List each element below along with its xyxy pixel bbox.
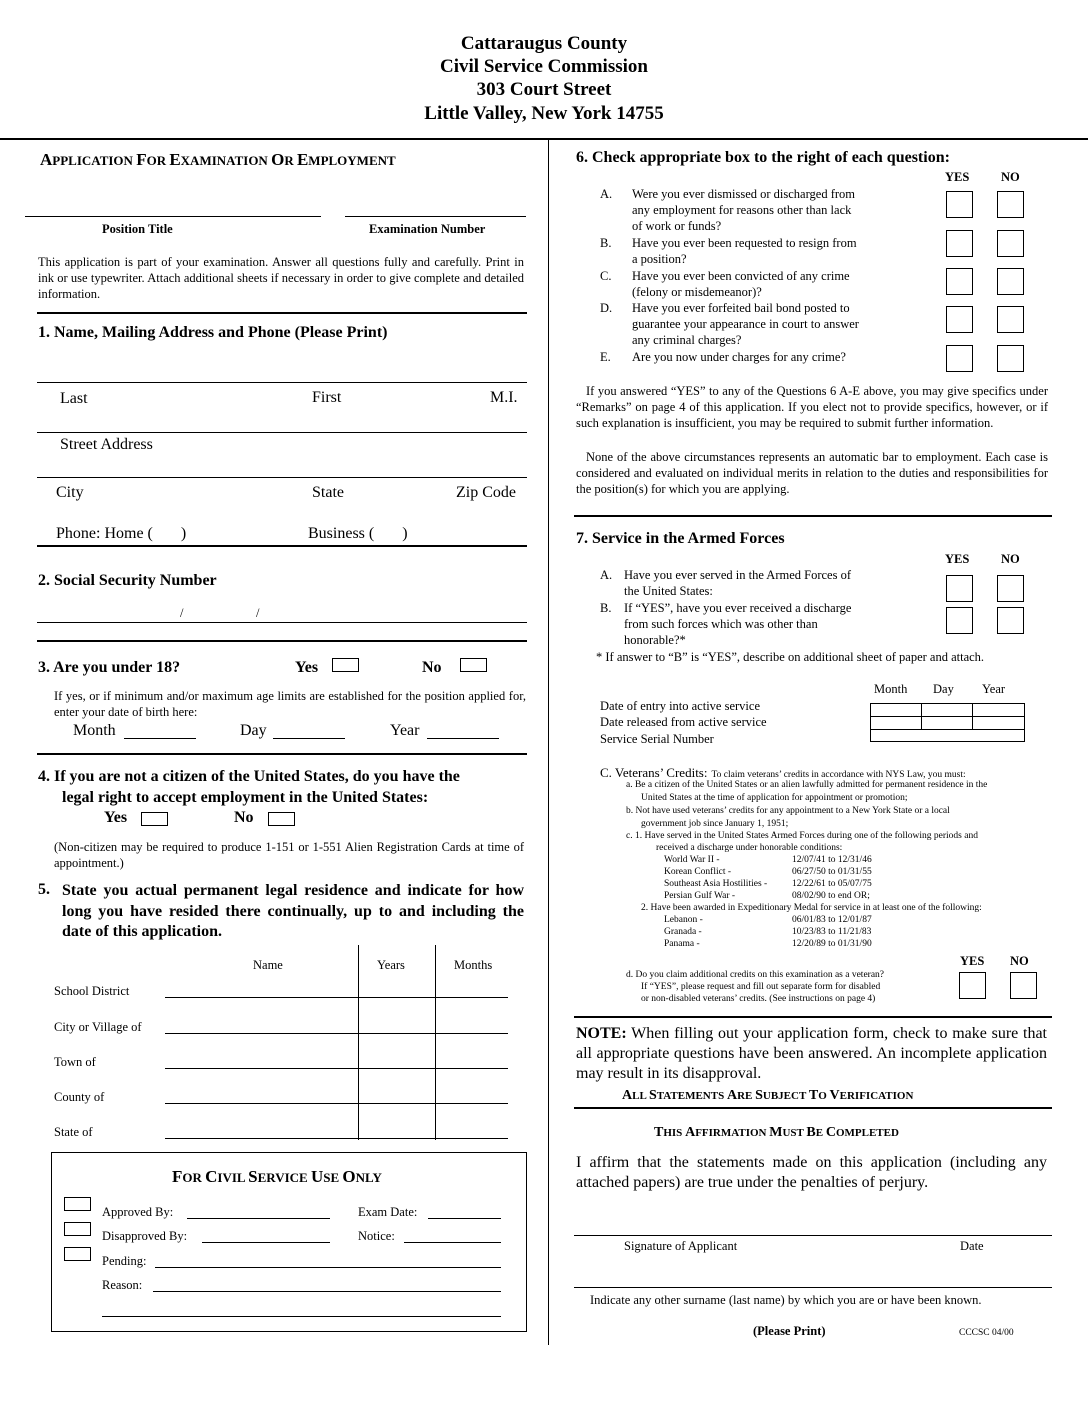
exam-date-line[interactable]	[428, 1218, 501, 1219]
name-line[interactable]	[37, 382, 527, 383]
s6-d-yes-checkbox[interactable]	[946, 306, 973, 333]
s7-a-yes-checkbox[interactable]	[946, 575, 973, 602]
dob-month-label: Month	[73, 722, 116, 739]
dob-day-line[interactable]	[273, 738, 345, 739]
approved-label: Approved By:	[102, 1205, 174, 1219]
s6-e-letter: E.	[600, 350, 611, 364]
first-label: First	[312, 389, 342, 406]
signature-label: Signature of Applicant	[624, 1239, 738, 1253]
s6-c-no-checkbox[interactable]	[997, 268, 1024, 295]
s6-d-text-1: Have you ever forfeited bail bond posted to	[632, 301, 850, 315]
zip-label: Zip Code	[456, 484, 516, 501]
s7-b-text-3: honorable?*	[624, 633, 686, 647]
form-title: APPLICATION FOR EXAMINATION OR EMPLOYMENT	[40, 150, 396, 169]
street-label: Street Address	[60, 436, 153, 453]
reason-label: Reason:	[102, 1278, 143, 1292]
service-table-row-2	[870, 729, 1025, 730]
medal-name-2: Granada -	[664, 927, 702, 937]
pending-line[interactable]	[155, 1267, 501, 1268]
s6-b-text-1: Have you ever been requested to resign from	[632, 236, 857, 250]
signature-line[interactable]	[574, 1235, 1052, 1236]
disapproved-label: Disapproved By:	[102, 1229, 188, 1243]
examination-number-line[interactable]	[345, 216, 526, 217]
approved-line[interactable]	[187, 1218, 330, 1219]
verification-banner: ALL STATEMENTS ARE SUBJECT TO VERIFICATION	[622, 1088, 914, 1103]
section-rule-6	[574, 515, 1052, 517]
medal-dates-1: 06/01/83 to 12/01/87	[792, 915, 872, 925]
pending-label: Pending:	[102, 1254, 147, 1268]
medal-name-1: Lebanon -	[664, 915, 703, 925]
vc-b-1: b. Not have used veterans’ credits for any appointment to a New York State or a local	[626, 806, 950, 816]
affirmation-text: I affirm that the statements made on this application (including any attached papers) are true under the penalties of perjury.	[576, 1154, 1047, 1191]
s7-b-no-checkbox[interactable]	[997, 607, 1024, 634]
s4-note: (Non-citizen may be required to produce 1-151 or 1-551 Alien Registration Cards at time of appointment.)	[54, 840, 524, 870]
header-line-3: 303 Court Street	[476, 79, 612, 100]
pending-checkbox[interactable]	[64, 1247, 91, 1261]
service-dates-table[interactable]	[870, 703, 1025, 742]
disapproved-checkbox[interactable]	[64, 1222, 91, 1236]
period-dates-1: 12/07/41 to 12/31/46	[792, 855, 872, 865]
s5-row-town: Town of	[54, 1055, 96, 1069]
vc-c-2: received a discharge under honorable conditions:	[656, 843, 843, 853]
period-dates-4: 08/02/90 to end OR;	[792, 891, 870, 901]
s7-a-no-checkbox[interactable]	[997, 575, 1024, 602]
exam-date-label: Exam Date:	[358, 1205, 418, 1219]
s7-no-header: NO	[1001, 552, 1020, 566]
state-label: State	[312, 484, 344, 501]
please-print-label: (Please Print)	[753, 1324, 826, 1338]
s6-a-text-3: of work or funds?	[632, 219, 722, 233]
s6-b-yes-checkbox[interactable]	[946, 230, 973, 257]
medal-name-3: Panama -	[664, 939, 700, 949]
service-col-year: Year	[982, 682, 1006, 696]
s3-yes-checkbox[interactable]	[332, 658, 359, 672]
vc-yes-header: YES	[960, 954, 985, 968]
service-table-row-1	[870, 716, 1025, 717]
s6-b-no-checkbox[interactable]	[997, 230, 1024, 257]
s5-row-state: State of	[54, 1125, 93, 1139]
service-table-col-2	[972, 703, 973, 729]
s5-line-town[interactable]	[165, 1068, 508, 1069]
s7-heading: 7. Service in the Armed Forces	[576, 530, 785, 547]
s6-c-text-1: Have you ever been convicted of any crime	[632, 269, 850, 283]
s6-e-no-checkbox[interactable]	[997, 345, 1024, 372]
s6-yes-header: YES	[945, 170, 970, 184]
s7-a-text-1: Have you ever served in the Armed Forces of	[624, 568, 852, 582]
position-title-label: Position Title	[102, 222, 173, 236]
s6-d-text-3: any criminal charges?	[632, 333, 742, 347]
s6-d-text-2: guarantee your appearance in court to answer	[632, 317, 859, 331]
vc-b-2: government job since January 1, 1951;	[641, 819, 789, 829]
affirmation-heading: THIS AFFIRMATION MUST BE COMPLETED	[654, 1125, 899, 1140]
s7-a-letter: A.	[600, 568, 613, 582]
vc-d-3: or non-disabled veterans’ credits. (See instructions on page 4)	[641, 994, 876, 1004]
surname-instruction: Indicate any other surname (last name) by which you are or have been known.	[590, 1293, 982, 1307]
s6-a-letter: A.	[600, 187, 613, 201]
period-name-2: Korean Conflict -	[664, 867, 732, 877]
column-divider	[548, 140, 549, 1345]
s5-line-city[interactable]	[165, 1033, 508, 1034]
header-rule	[0, 138, 1088, 140]
s4-yes-checkbox[interactable]	[141, 812, 168, 826]
vc-c-1: c. 1. Have served in the United States Armed Forces during one of the following periods and	[626, 831, 978, 841]
section-rule-2	[37, 545, 527, 547]
dob-year-line[interactable]	[427, 738, 499, 739]
dob-month-line[interactable]	[124, 738, 196, 739]
medal-dates-3: 12/20/89 to 01/31/90	[792, 939, 872, 949]
form-code: CCCSC 04/00	[959, 1328, 1014, 1338]
serial-label: Service Serial Number	[600, 732, 714, 746]
header-line-1: Cattaraugus County	[460, 33, 628, 54]
section-rule-1	[37, 312, 527, 314]
vc-d-1: d. Do you claim additional credits on this examination as a veteran?	[626, 970, 885, 980]
s5-heading: State you actual permanent legal residence and indicate for how long you have resided there continually, up to and including the date of this application.	[62, 882, 524, 940]
period-dates-3: 12/22/61 to 05/07/75	[792, 879, 872, 889]
service-col-month: Month	[874, 682, 908, 696]
position-title-line[interactable]	[25, 216, 321, 217]
service-col-day: Day	[933, 682, 954, 696]
s7-yes-header: YES	[945, 552, 970, 566]
note-text: NOTE: When filling out your application form, check to make sure that all appropriate questions have been answered. An incomplete application may result in its disapproval.	[576, 1025, 1047, 1082]
s7-b-yes-checkbox[interactable]	[946, 607, 973, 634]
phone-home-label: Phone: Home ( )	[56, 525, 187, 542]
vc-a-2: United States at the time of application for appointment or promotion;	[641, 793, 908, 803]
city-line[interactable]	[37, 477, 527, 478]
s5-line-county[interactable]	[165, 1103, 508, 1104]
s6-d-no-checkbox[interactable]	[997, 306, 1024, 333]
s5-line-school-district[interactable]	[165, 997, 508, 998]
period-name-4: Persian Gulf War -	[664, 891, 736, 901]
s7-b-text-1: If “YES”, have you ever received a discharge	[624, 601, 852, 615]
ssn-slash-2: /	[256, 606, 260, 620]
s6-a-yes-checkbox[interactable]	[946, 191, 973, 218]
s6-heading: 6. Check appropriate box to the right of each question:	[576, 149, 950, 166]
s6-c-yes-checkbox[interactable]	[946, 268, 973, 295]
s6-a-text-2: any employment for reasons other than lack	[632, 203, 852, 217]
s5-col-name: Name	[253, 958, 283, 972]
s6-para-1: If you answered “YES” to any of the Questions 6 A-E above, you may give specifics under “Remarks” on page 4 of this application. If you elect not to provide specifics, however, or if such explanation is insufficient, you may be required to submit further information.	[576, 384, 1048, 430]
section-rule-3	[37, 640, 527, 642]
header-line-2: Civil Service Commission	[440, 56, 648, 77]
mi-label: M.I.	[490, 389, 518, 406]
section-rule-4	[37, 753, 527, 755]
section-rule-7	[574, 1016, 1052, 1018]
s6-para-2: None of the above circumstances represents an automatic bar to employment. Each case is considered and evaluated on individual merits in relation to the duties and responsibilities for the position(s) for which you are applying.	[576, 450, 1048, 496]
s3-yes-label: Yes	[295, 659, 319, 676]
notice-label: Notice:	[358, 1229, 395, 1243]
office-use-title: FOR CIVIL SERVICE USE ONLY	[172, 1167, 382, 1186]
s5-col-months: Months	[454, 958, 493, 972]
date-entry-label: Date of entry into active service	[600, 699, 760, 713]
section-rule-8	[574, 1107, 1052, 1109]
service-table-col-1	[921, 703, 922, 729]
s1-heading: 1. Name, Mailing Address and Phone (Please Print)	[38, 324, 388, 341]
s6-b-letter: B.	[600, 236, 612, 250]
street-line[interactable]	[37, 432, 527, 433]
s5-line-state[interactable]	[165, 1138, 508, 1139]
period-dates-2: 06/27/50 to 01/31/55	[792, 867, 872, 877]
s5-row-school-district: School District	[54, 984, 130, 998]
last-label: Last	[60, 390, 88, 407]
s5-divider-1	[358, 945, 359, 1140]
medal-dates-2: 10/23/83 to 11/21/83	[792, 927, 872, 937]
s5-number: 5.	[38, 881, 50, 898]
date-released-label: Date released from active service	[600, 715, 767, 729]
vc-heading: C. Veterans’ Credits: To claim veterans’ credits in accordance with NYS Law, you must:	[600, 765, 966, 780]
s5-row-city: City or Village of	[54, 1020, 142, 1034]
ssn-slash-1: /	[180, 606, 184, 620]
s6-e-yes-checkbox[interactable]	[946, 345, 973, 372]
s4-yes-label: Yes	[104, 809, 128, 826]
vc-d-yes-checkbox[interactable]	[959, 972, 986, 999]
reason-line-2[interactable]	[102, 1316, 501, 1317]
s5-divider-2	[435, 945, 436, 1140]
header-line-4: Little Valley, New York 14755	[424, 103, 664, 124]
s6-no-header: NO	[1001, 170, 1020, 184]
s6-a-no-checkbox[interactable]	[997, 191, 1024, 218]
s4-heading-line-2: legal right to accept employment in the United States:	[62, 789, 429, 806]
vc-d-no-checkbox[interactable]	[1010, 972, 1037, 999]
s6-e-text-1: Are you now under charges for any crime?	[632, 350, 846, 364]
dob-year-label: Year	[390, 722, 420, 739]
s3-no-label: No	[422, 659, 442, 676]
s6-d-letter: D.	[600, 301, 613, 315]
s7-a-text-2: the United States:	[624, 584, 713, 598]
s4-no-label: No	[234, 809, 254, 826]
city-label: City	[56, 484, 84, 501]
s5-row-county: County of	[54, 1090, 105, 1104]
dob-day-label: Day	[240, 722, 267, 739]
examination-number-label: Examination Number	[369, 222, 486, 236]
period-name-3: Southeast Asia Hostilities -	[664, 879, 768, 889]
vc-d-2: If “YES”, please request and fill out separate form for disabled	[641, 982, 881, 992]
s7-footnote: * If answer to “B” is “YES”, describe on additional sheet of paper and attach.	[596, 650, 985, 664]
intro-text: This application is part of your examination. Answer all questions fully and carefully. Print in ink or use typewriter. Attach additional sheets if necessary in order to give complete and detailed information.	[38, 255, 524, 301]
ssn-line[interactable]	[37, 622, 527, 623]
s4-heading-line-1: 4. If you are not a citizen of the United States, do you have the	[38, 768, 460, 785]
s6-c-text-2: (felony or misdemeanor)?	[632, 285, 762, 299]
approved-checkbox[interactable]	[64, 1197, 91, 1211]
reason-line-1[interactable]	[153, 1291, 501, 1292]
s6-a-text-1: Were you ever dismissed or discharged from	[632, 187, 856, 201]
surname-rule	[574, 1287, 1052, 1288]
s5-col-years: Years	[377, 958, 405, 972]
s6-b-text-2: a position?	[632, 252, 687, 266]
period-name-1: World War II -	[664, 855, 720, 865]
notice-line[interactable]	[404, 1242, 501, 1243]
s7-b-text-2: from such forces which was other than	[624, 617, 818, 631]
s6-c-letter: C.	[600, 269, 612, 283]
disapproved-line[interactable]	[202, 1242, 330, 1243]
s3-note: If yes, or if minimum and/or maximum age limits are established for the position applied for, enter your date of birth here:	[54, 689, 526, 719]
date-label: Date	[960, 1239, 984, 1253]
vc-a-1: a. Be a citizen of the United States or an alien lawfully admitted for permanent residence in the	[626, 780, 988, 790]
s3-no-checkbox[interactable]	[460, 658, 487, 672]
s2-heading: 2. Social Security Number	[38, 572, 217, 589]
vc-c-3: 2. Have been awarded in Expeditionary Medal for service in at least one of the following:	[641, 903, 982, 913]
s4-no-checkbox[interactable]	[268, 812, 295, 826]
s3-heading: 3. Are you under 18?	[38, 659, 181, 676]
phone-business-label: Business ( )	[308, 525, 408, 542]
vc-no-header: NO	[1010, 954, 1029, 968]
s7-b-letter: B.	[600, 601, 612, 615]
